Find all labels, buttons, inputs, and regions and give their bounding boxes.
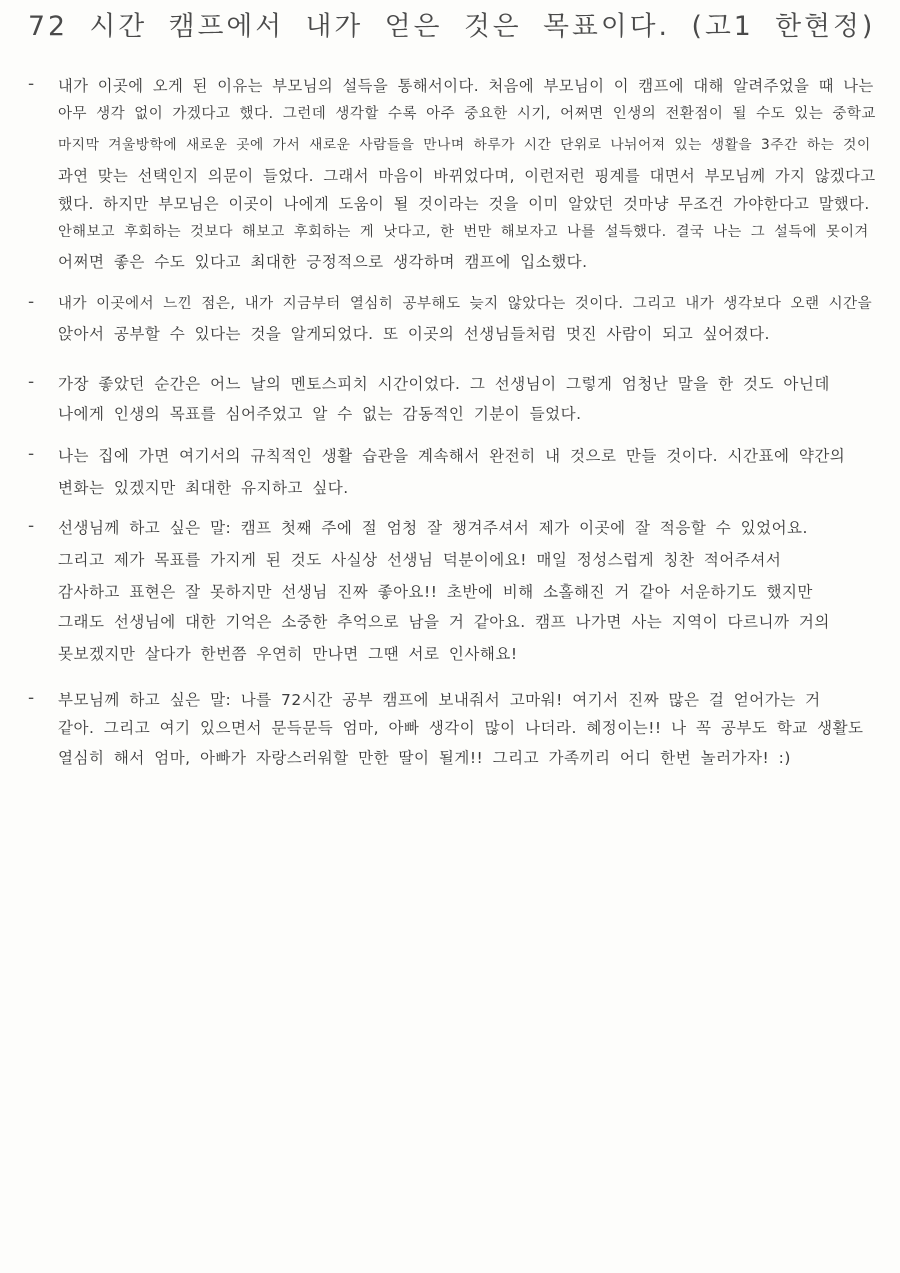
- entry-line: 나에게 인생의 목표를 심어주었고 알 수 없는 감동적인 기분이 들었다.: [58, 405, 582, 423]
- entry-line: 나는 집에 가면 여기서의 규칙적인 생활 습관을 계속해서 완전히 내 것으로 만들 것이다. 시간표에 약간의: [58, 447, 846, 465]
- entry-line: 같아. 그리고 여기 있으면서 문득문득 엄마, 아빠 생각이 많이 나더라. 혜정이는!! 나 꼭 공부도 학교 생활도: [58, 719, 864, 737]
- entry-line: 마지막 겨울방학에 새로운 곳에 가서 새로운 사람들을 만나며 하루가 시간 단위로 나뉘어져 있는 생활을 3주간 하는 것이: [58, 137, 871, 153]
- entry-line: 감사하고 표현은 잘 못하지만 선생님 진짜 좋아요!! 초반에 비해 소홀해진 거 같아 서운하기도 했지만: [58, 583, 813, 601]
- entry-line: 내가 이곳에서 느낀 점은, 내가 지금부터 열심히 공부해도 늦지 않았다는 것이다. 그리고 내가 생각보다 오랜 시간을: [58, 296, 873, 312]
- entry-line: 가장 좋았던 순간은 어느 날의 멘토스피치 시간이었다. 그 선생님이 그렇게 엄청난 말을 한 것도 아닌데: [58, 375, 830, 393]
- entry-line: 변화는 있겠지만 최대한 유지하고 싶다.: [58, 479, 349, 497]
- entry-line: 아무 생각 없이 가겠다고 했다. 그런데 생각할 수록 아주 중요한 시기, 어쩌면 인생의 전환점이 될 수도 있는 중학교: [58, 106, 876, 122]
- bullet-dash: -: [28, 292, 35, 312]
- bullet-dash: -: [28, 372, 35, 392]
- entry-line: 어쩌면 좋은 수도 있다고 최대한 긍정적으로 생각하며 캠프에 입소했다.: [58, 253, 588, 271]
- entry-line: 내가 이곳에 오게 된 이유는 부모님의 설득을 통해서이다. 처음에 부모님이 이 캠프에 대해 알려주었을 때 나는: [58, 77, 874, 95]
- bullet-dash: -: [28, 516, 35, 536]
- bullet-dash: -: [28, 688, 35, 708]
- entry-line: 그래도 선생님에 대한 기억은 소중한 추억으로 남을 거 같아요. 캠프 나가면 사는 지역이 다르니까 거의: [58, 613, 830, 631]
- entry-line: 앉아서 공부할 수 있다는 것을 알게되었다. 또 이곳의 선생님들처럼 멋진 사람이 되고 싶어졌다.: [58, 325, 770, 343]
- page-title: 72 시간 캠프에서 내가 얻은 것은 목표이다. (고1 한현정): [28, 11, 876, 42]
- entry-line: 그리고 제가 목표를 가지게 된 것도 사실상 선생님 덕분이에요! 매일 정성스럽게 칭찬 적어주셔서: [58, 551, 782, 569]
- entry-line: 했다. 하지만 부모님은 이곳이 나에게 도움이 될 것이라는 것을 이미 알았던 것마냥 무조건 가야한다고 말했다.: [58, 195, 870, 213]
- entry-line: 열심히 해서 엄마, 아빠가 자랑스러워할 만한 딸이 될게!! 그리고 가족끼리 어디 한번 놀러가자! :): [58, 749, 791, 767]
- entry-line: 못보겠지만 살다가 한번쯤 우연히 만나면 그땐 서로 인사해요!: [58, 645, 518, 663]
- entry-line: 과연 맞는 선택인지 의문이 들었다. 그래서 마음이 바뀌었다며, 이런저런 핑계를 대면서 부모님께 가지 않겠다고: [58, 167, 876, 185]
- bullet-dash: -: [28, 444, 35, 464]
- entry-line: 부모님께 하고 싶은 말: 나를 72시간 공부 캠프에 보내줘서 고마워! 여기서 진짜 많은 걸 얻어가는 거: [58, 691, 821, 709]
- bullet-dash: -: [28, 74, 35, 94]
- entry-line: 선생님께 하고 싶은 말: 캠프 첫째 주에 절 엄청 잘 챙겨주셔서 제가 이곳에 잘 적응할 수 있었어요.: [58, 519, 808, 537]
- entry-line: 안해보고 후회하는 것보다 해보고 후회하는 게 낫다고, 한 번만 해보자고 나를 설득했다. 결국 나는 그 설득에 못이겨: [58, 224, 869, 240]
